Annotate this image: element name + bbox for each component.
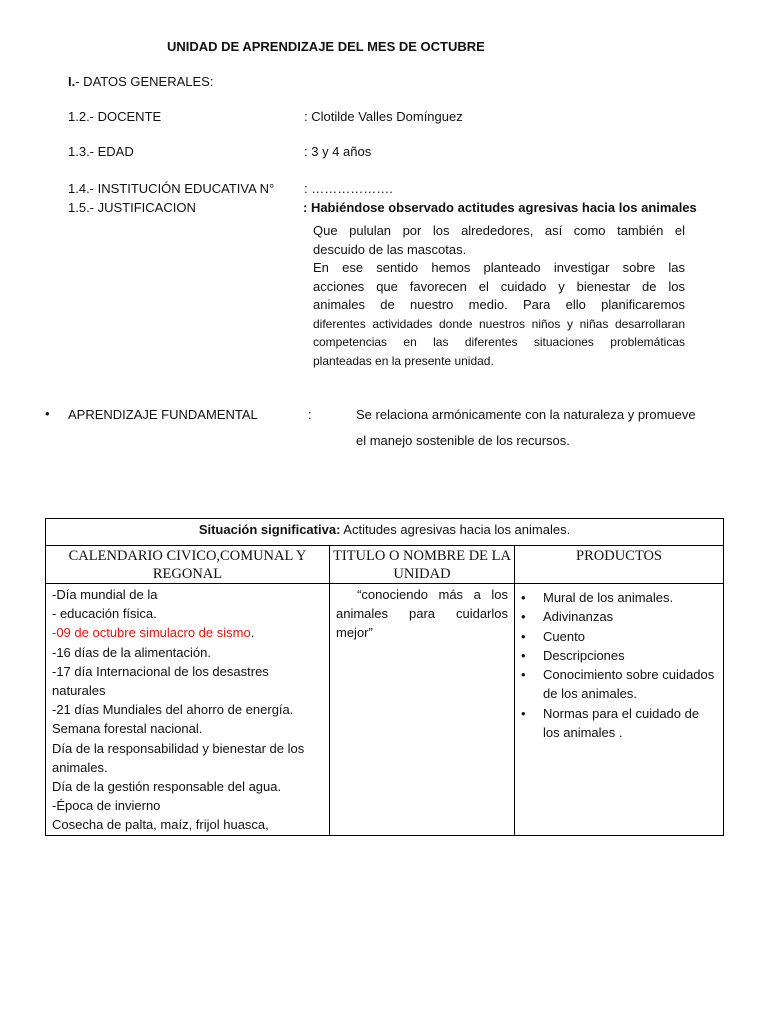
header-products: PRODUCTOS [515,546,724,584]
justification-paragraph [313,222,685,370]
header-unit-title: TITULO O NOMBRE DE LA UNIDAD [330,546,515,584]
calendar-cell [46,584,330,836]
calendar-item: Día de la gestión responsable del agua. [52,779,282,795]
justification-line: diferentes actividades donde nuestros niños y niñas desarrollaran [313,316,685,331]
calendar-item: Cosecha de palta, maíz, frijol huasca, [52,817,269,833]
document-title: UNIDAD DE APRENDIZAJE DEL MES DE OCTUBRE [167,39,485,54]
bullet-icon: • [521,705,526,721]
bullet-icon: • [521,667,526,683]
calendar-item: -Día mundial de la [52,587,158,602]
unit-title-line: animales para cuidarlos [336,606,508,622]
justification-line: En ese sentido hemos planteado investigar sobre las [313,260,685,275]
products-cell [515,584,724,836]
justification-line: animales de nuestro medio. Para ello planificaremos [313,297,685,312]
unit-title-cell [330,584,515,836]
justification-line: Que pululan por los alrededores, así como también el [313,223,685,238]
product-item: • Descripciones [515,646,717,665]
unit-title-line: “conociendo más a los [336,587,508,602]
product-item: • Conocimiento sobre cuidados de los animales. [521,667,715,702]
header-row [46,546,724,584]
product-item: • Cuento [515,627,717,646]
bullet-icon: • [521,609,526,625]
field-label-docente: 1.2.- DOCENTE [68,109,162,124]
calendar-item: Día de la responsabilidad y bienestar de los [52,740,305,756]
calendar-item: -16 días de la alimentación. [52,644,211,660]
field-label-justificacion: 1.5.- JUSTIFICACION [68,200,196,215]
section-number: I. [68,74,76,89]
calendar-red-suffix: . [250,625,255,641]
unit-title-line: mejor” [336,625,373,641]
product-item: • Adivinanzas [515,607,717,626]
field-value-justificacion: : Habiéndose observado actitudes agresivas hacia los animales [303,200,697,215]
fundamental-colon: : [308,407,312,422]
calendar-item-highlighted [52,623,323,642]
calendar-item: animales. [52,759,108,775]
calendar-item: -17 día Internacional de los desastres [52,663,269,679]
situation-cell [46,519,724,546]
calendar-item: naturales [52,683,106,699]
field-value-docente: : Clotilde Valles Domínguez [304,109,463,124]
situation-text: Actitudes agresivas hacia los animales. [340,522,571,537]
product-item: • Normas para el cuidado de los animales . [521,705,700,741]
field-value-institucion: : ………………. [304,181,393,196]
justification-line: descuido de las mascotas. [313,241,467,257]
situation-label: Situación significativa: [198,522,341,537]
justification-line: competencias en las diferentes situaciones problemáticas [313,335,685,349]
section-heading [68,73,213,91]
header-calendar: CALENDARIO CIVICO,COMUNAL Y REGONAL [46,546,330,584]
field-label-institucion: 1.4.- INSTITUCIÓN EDUCATIVA N° [68,181,275,196]
field-label-edad: 1.3.- EDAD [68,144,134,159]
fundamental-label: APRENDIZAJE FUNDAMENTAL [68,407,258,422]
field-value-edad: : 3 y 4 años [304,144,372,159]
bullet-icon: • [521,590,526,605]
section-title: - DATOS GENERALES: [75,74,214,89]
calendar-item: -21 días Mundiales del ahorro de energía. [52,702,294,718]
calendar-item: - educación física. [52,606,157,622]
calendar-item: Semana forestal nacional. [52,721,203,737]
content-row [46,584,724,836]
calendar-red-text: -09 de octubre simulacro de sismo [52,625,251,641]
unit-table [45,518,724,836]
justification-line: acciones que favorecen el cuidado y bienestar de los [313,278,685,294]
justification-line: planteadas en la presente unidad. [313,353,494,368]
bullet-icon: • [521,647,526,663]
product-item: • Mural de los animales. [515,588,717,607]
bullet-icon: • [45,406,50,421]
bullet-icon: • [521,628,526,644]
calendar-item: -Época de invierno [52,798,161,814]
fundamental-text-line1: Se relaciona armónicamente con la naturaleza y promueve [356,407,696,422]
fundamental-text-line2: el manejo sostenible de los recursos. [356,433,570,448]
products-list [515,588,717,742]
situation-row [46,519,724,546]
